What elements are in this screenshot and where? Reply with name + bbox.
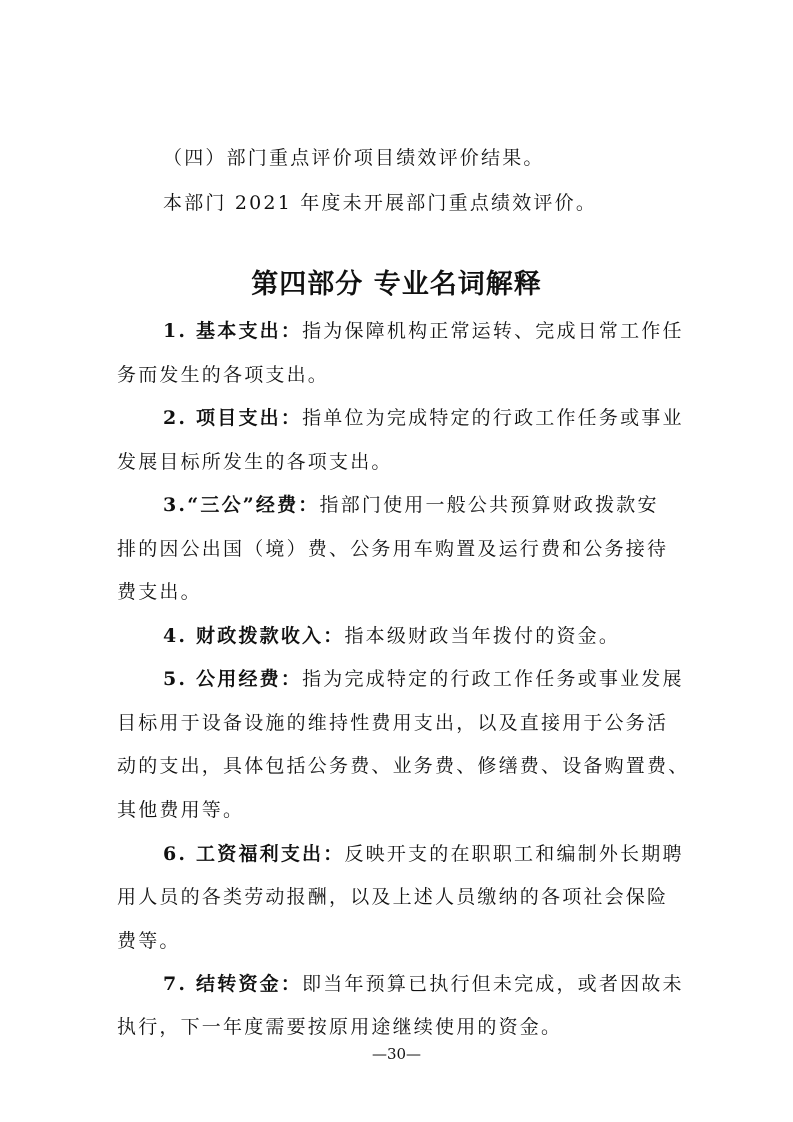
part-title: 第四部分 专业名词解释 [251, 269, 542, 300]
term-5-line-2: 目标用于设备设施的维持性费用支出，以及直接用于公务活 [117, 712, 669, 734]
term-6-line-3: 费等。 [117, 930, 181, 952]
term-1-first-line [163, 319, 684, 343]
term-label: 2. 项目支出： [163, 407, 303, 429]
term-text: 指为完成特定的行政工作任务或事业发展 [302, 668, 684, 690]
term-text: 即当年预算已执行但未完成，或者因故未 [302, 973, 684, 995]
term-7-line-2: 执行，下一年度需要按原用途继续使用的资金。 [117, 1016, 563, 1038]
term-text: 指单位为完成特定的行政工作任务或事业 [302, 407, 684, 429]
term-1-line-2: 务而发生的各项支出。 [117, 364, 330, 386]
term-label: 7. 结转资金： [163, 973, 303, 995]
term-2-line-2: 发展目标所发生的各项支出。 [117, 451, 393, 473]
term-label: 3.“三公”经费： [163, 494, 320, 516]
term-2-first-line [163, 406, 684, 430]
term-7-first-line [163, 972, 684, 996]
section4-body: 本部门 2021 年度未开展部门重点绩效评价。 [163, 192, 598, 214]
term-label: 5. 公用经费： [163, 668, 303, 690]
term-4-first-line [163, 624, 620, 648]
term-3-first-line [163, 493, 659, 517]
term-3-line-3: 费支出。 [117, 581, 202, 603]
term-5-line-3: 动的支出，具体包括公务费、业务费、修缮费、设备购置费、 [117, 755, 690, 777]
term-6-first-line [163, 842, 684, 866]
term-text: 指本级财政当年拨付的资金。 [344, 625, 621, 647]
page-number: —30— [371, 1045, 422, 1063]
term-label: 1. 基本支出： [163, 320, 303, 342]
term-5-first-line [163, 667, 684, 691]
term-6-line-2: 用人员的各类劳动报酬，以及上述人员缴纳的各项社会保险 [117, 886, 669, 908]
term-label: 6. 工资福利支出： [163, 843, 345, 865]
term-text: 反映开支的在职职工和编制外长期聘 [344, 843, 684, 865]
term-label: 4. 财政拨款收入： [163, 625, 345, 647]
section4-heading: （四）部门重点评价项目绩效评价结果。 [163, 147, 545, 169]
term-3-line-2: 排的因公出国（境）费、公务用车购置及运行费和公务接待 [117, 538, 669, 560]
term-text: 指为保障机构正常运转、完成日常工作任 [302, 320, 684, 342]
term-text: 指部门使用一般公共预算财政拨款安 [319, 494, 659, 516]
term-5-line-4: 其他费用等。 [117, 799, 245, 821]
